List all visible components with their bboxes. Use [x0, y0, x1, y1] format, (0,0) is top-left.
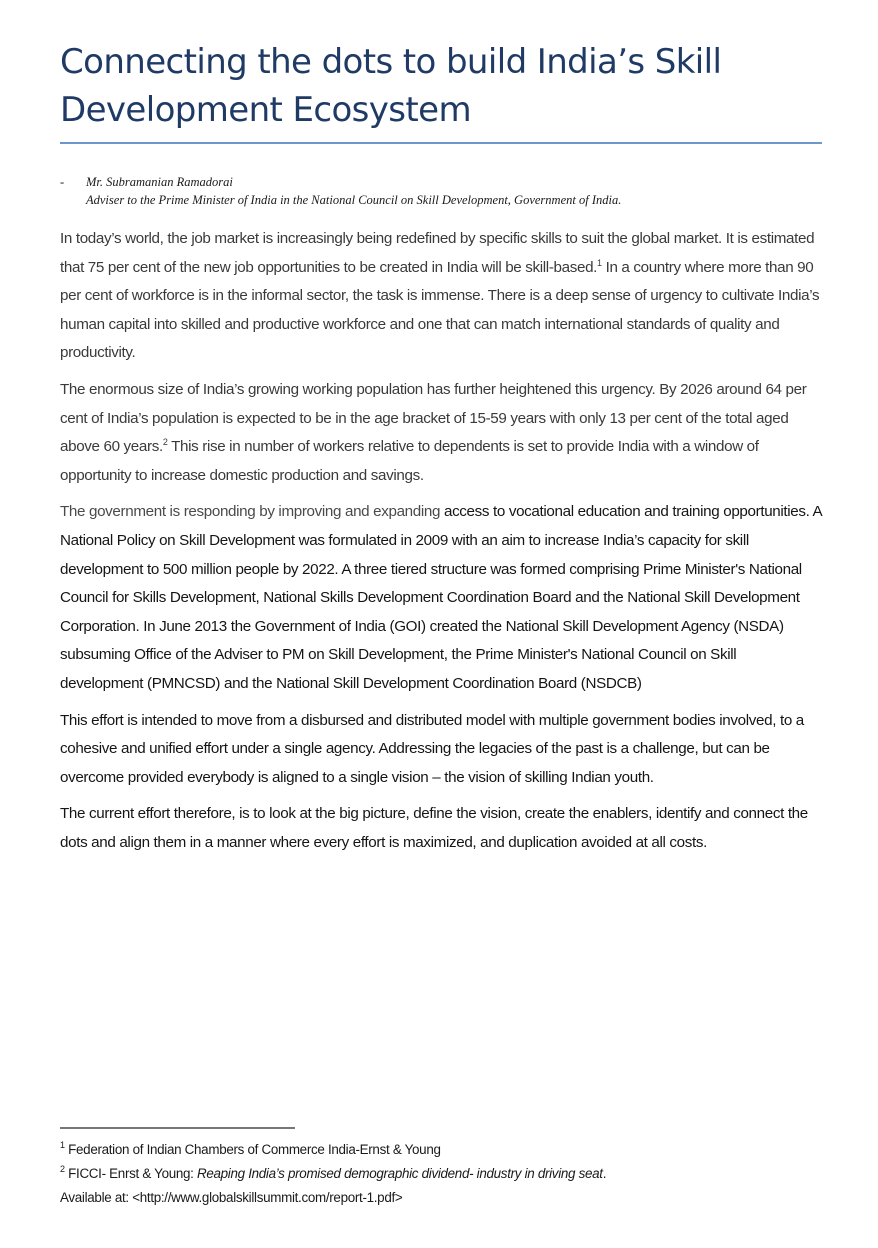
- footnote-marker: 2: [60, 1164, 65, 1174]
- footnote-divider: [60, 1127, 295, 1129]
- document-page: [60, 0, 822, 865]
- footnote-ref-2[interactable]: 2: [162, 437, 168, 448]
- paragraph-4: This effort is intended to move from a disbursed and distributed model with multiple government bodies involved, to a cohesive and unified effort under a single agency. Addressing the legacies of the past is a challenge, but can be overcome provided everybody is aligned to a single vision – the vision of skilling Indian youth.: [60, 711, 804, 786]
- footnote-2-availability[interactable]: Available at: <http://www.globalskillsummit.com/report-1.pdf>: [60, 1190, 403, 1205]
- paragraph-text: This rise in number of workers relative to dependents is set to provide India with a window of opportunity to increase domestic production and savings.: [60, 438, 759, 484]
- footnote-text: FICCI- Enrst & Young:: [64, 1166, 197, 1181]
- author-role: Adviser to the Prime Minister of India in the National Council on Skill Development, Government of India.: [86, 193, 622, 207]
- paragraph-3: [60, 498, 822, 698]
- bullet-icon: -: [60, 175, 65, 189]
- footnote-marker: 1: [60, 1140, 65, 1150]
- author-name: Mr. Subramanian Ramadorai: [86, 175, 233, 189]
- paragraph-5: The current effort therefore, is to look at the big picture, define the vision, create the enablers, identify and connect the dots and align them in a manner where every effort is maximized, and duplication avoided at all costs.: [60, 805, 808, 851]
- footnote-report-title: Reaping India’s promised demographic dividend- industry in driving seat: [197, 1166, 603, 1181]
- footnotes: [60, 1138, 830, 1210]
- paragraph-text: In today’s world, the job market is increasingly being redefined by specific skills to suit the global market. It is estimated that 75 per cent of the new job opportunities to be created in India will be skill-based.: [60, 230, 815, 276]
- footnote-text: Federation of Indian Chambers of Commerce India-Ernst & Young: [64, 1142, 441, 1157]
- paragraph-text: In a country where more than 90 per cent of workforce is in the informal sector, the task is immense. There is a deep sense of urgency to cultivate India’s human capital into skilled and productive workforce and one that can match international standards of quality and productivity.: [60, 258, 820, 362]
- paragraph-2: [60, 376, 822, 490]
- author-block: [60, 173, 822, 209]
- footnote-2: [60, 1162, 830, 1186]
- document-title: Connecting the dots to build India’s Skill Development Ecosystem: [60, 42, 722, 130]
- footnote-ref-1[interactable]: 1: [597, 257, 602, 268]
- footnote-1: [60, 1138, 830, 1162]
- paragraph-text: The enormous size of India’s growing working population has further heightened this urgency. By 2026 around 64 per cent of India’s population is expected to be in the age bracket of 15-59 years with only 13 per cent of the total aged above 60 years.: [60, 380, 807, 456]
- footnote-text-end: .: [602, 1166, 607, 1181]
- article-body: [60, 225, 822, 857]
- paragraph-text-muted: The government is responding by improving and expanding: [60, 503, 444, 521]
- title-divider: [60, 142, 822, 144]
- paragraph-1: [60, 225, 822, 368]
- paragraph-text-strong: access to vocational education and training opportunities. A National Policy on Skill Development was formulated in 2009 with an aim to increase India’s capacity for skill development to 500 million people by 2022. A three tiered structure was formed comprising Prime Minister's National Council for Skills Development, National Skills Development Coordination Board and the National Skill Development Corporation. In June 2013 the Government of India (GOI) created the National Skill Development Agency (NSDA) subsuming Office of the Adviser to PM on Skill Development, the Prime Minister's National Council on Skill development (PMNCSD) and the National Skill Development Coordination Board (NSDCB): [60, 503, 822, 692]
